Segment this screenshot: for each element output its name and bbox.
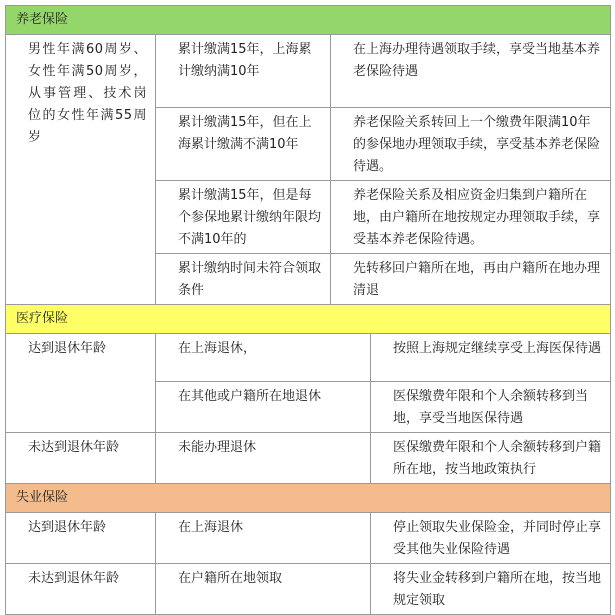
medical-condition-1: 达到退休年龄 — [6, 334, 156, 433]
table-row — [6, 35, 611, 108]
medical-case-2: 在其他或户籍所在地退休 — [156, 382, 371, 433]
pension-case-2: 累计缴满15年，但在上海累计缴满不满10年 — [156, 108, 331, 181]
pension-case-4: 累计缴纳时间未符合领取条件 — [156, 254, 331, 305]
pension-result-4: 先转移回户籍所在地，再由户籍所在地办理清退 — [331, 254, 611, 305]
unemployment-result-1: 停止领取失业保险金，并同时停止享受其他失业保险待遇 — [371, 513, 611, 564]
medical-result-3: 医保缴费年限和个人余额转移到户籍所在地，按当地政策执行 — [371, 433, 611, 484]
table-row — [6, 564, 611, 615]
unemployment-case-2: 在户籍所在地领取 — [156, 564, 371, 615]
pension-title: 养老保险 — [6, 6, 611, 35]
insurance-table — [5, 5, 611, 615]
unemployment-result-2: 将失业金转移到户籍所在地，按当地规定领取 — [371, 564, 611, 615]
pension-case-1: 累计缴满15年，上海累计缴纳满10年 — [156, 35, 331, 108]
table-row — [6, 513, 611, 564]
table-row — [6, 433, 611, 484]
unemployment-title: 失业保险 — [6, 484, 611, 513]
pension-result-3: 养老保险关系及相应资金归集到户籍所在地，由户籍所在地按规定办理领取手续，享受基本养老保险待遇。 — [331, 181, 611, 254]
medical-result-2: 医保缴费年限和个人余额转移到当地，享受当地医保待遇 — [371, 382, 611, 433]
pension-condition: 男性年满60周岁、女性年满50周岁，从事管理、技术岗位的女性年满55周岁 — [6, 35, 156, 305]
unemployment-header-row — [6, 484, 611, 513]
pension-result-2: 养老保险关系转回上一个缴费年限满10年的参保地办理领取手续，享受基本养老保险待遇。 — [331, 108, 611, 181]
medical-case-1: 在上海退休， — [156, 334, 371, 382]
unemployment-case-1: 在上海退休 — [156, 513, 371, 564]
unemployment-condition-1: 达到退休年龄 — [6, 513, 156, 564]
unemployment-condition-2: 未达到退休年龄 — [6, 564, 156, 615]
medical-title: 医疗保险 — [6, 305, 611, 334]
pension-header-row — [6, 6, 611, 35]
insurance-table-container — [5, 5, 610, 615]
pension-case-3: 累计缴满15年，但是每个参保地累计缴纳年限均不满10年的 — [156, 181, 331, 254]
table-row — [6, 334, 611, 382]
medical-condition-2: 未达到退休年龄 — [6, 433, 156, 484]
medical-case-3: 未能办理退休 — [156, 433, 371, 484]
medical-header-row — [6, 305, 611, 334]
pension-result-1: 在上海办理待遇领取手续，享受当地基本养老保险待遇 — [331, 35, 611, 108]
medical-result-1: 按照上海规定继续享受上海医保待遇 — [371, 334, 611, 382]
